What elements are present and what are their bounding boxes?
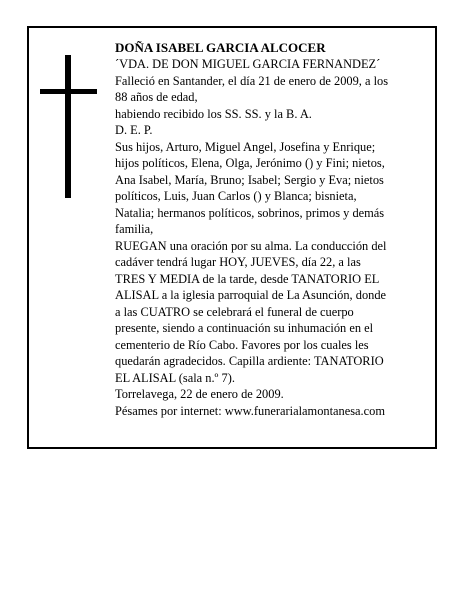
deceased-name: DOÑA ISABEL GARCIA ALCOCER	[115, 40, 326, 55]
notice-line: cementerio de Río Cabo. Favores por los cuales les	[115, 337, 369, 352]
notice-line: a las CUATRO se celebrará el funeral de cuerpo	[115, 304, 354, 319]
notice-line: políticos, Luis, Juan Carlos () y Blanca; bisnieta,	[115, 189, 357, 203]
obituary-notice	[27, 26, 437, 449]
notice-line: habiendo recibido los SS. SS. y la B. A.	[115, 106, 312, 121]
notice-line: D. E. P.	[115, 123, 153, 137]
notice-line: TRES Y MEDIA de la tarde, desde TANATORIO EL	[115, 271, 380, 286]
notice-line: familia,	[115, 222, 154, 236]
notice-line: ALISAL a la iglesia parroquial de La Asunción, donde	[115, 288, 387, 302]
notice-line: 88 años de edad,	[115, 90, 198, 104]
notice-line: cadáver tendrá lugar HOY, JUEVES, día 22, a las	[115, 255, 361, 269]
notice-line: Ana Isabel, María, Bruno; Isabel; Sergio y Eva; nietos	[115, 172, 384, 187]
notice-line: ´VDA. DE DON MIGUEL GARCIA FERNANDEZ´	[115, 57, 381, 71]
notice-line: Sus hijos, Arturo, Miguel Angel, Josefina y Enrique;	[115, 139, 376, 154]
notice-line: presente, siendo a continuación su inhumación en el	[115, 321, 374, 335]
notice-line: EL ALISAL (sala n.º 7).	[115, 370, 235, 385]
notice-line: Torrelavega, 22 de enero de 2009.	[115, 387, 284, 401]
notice-line: Falleció en Santander, el día 21 de enero de 2009, a los	[115, 73, 389, 88]
cross-icon	[40, 55, 97, 198]
notice-line: RUEGAN una oración por su alma. La conducción del	[115, 238, 387, 253]
notice-text-block	[115, 39, 433, 419]
notice-line: quedarán agradecidos. Capilla ardiente: TANATORIO	[115, 354, 384, 368]
cross-horizontal-bar	[40, 89, 97, 94]
notice-line: hijos políticos, Elena, Olga, Jerónimo () y Fini; nietos,	[115, 156, 385, 170]
website-line: Pésames por internet: www.funerarialamontanesa.com	[115, 403, 385, 418]
notice-line: Natalia; hermanos políticos, sobrinos, primos y demás	[115, 205, 385, 220]
cross-vertical-bar	[65, 55, 71, 198]
